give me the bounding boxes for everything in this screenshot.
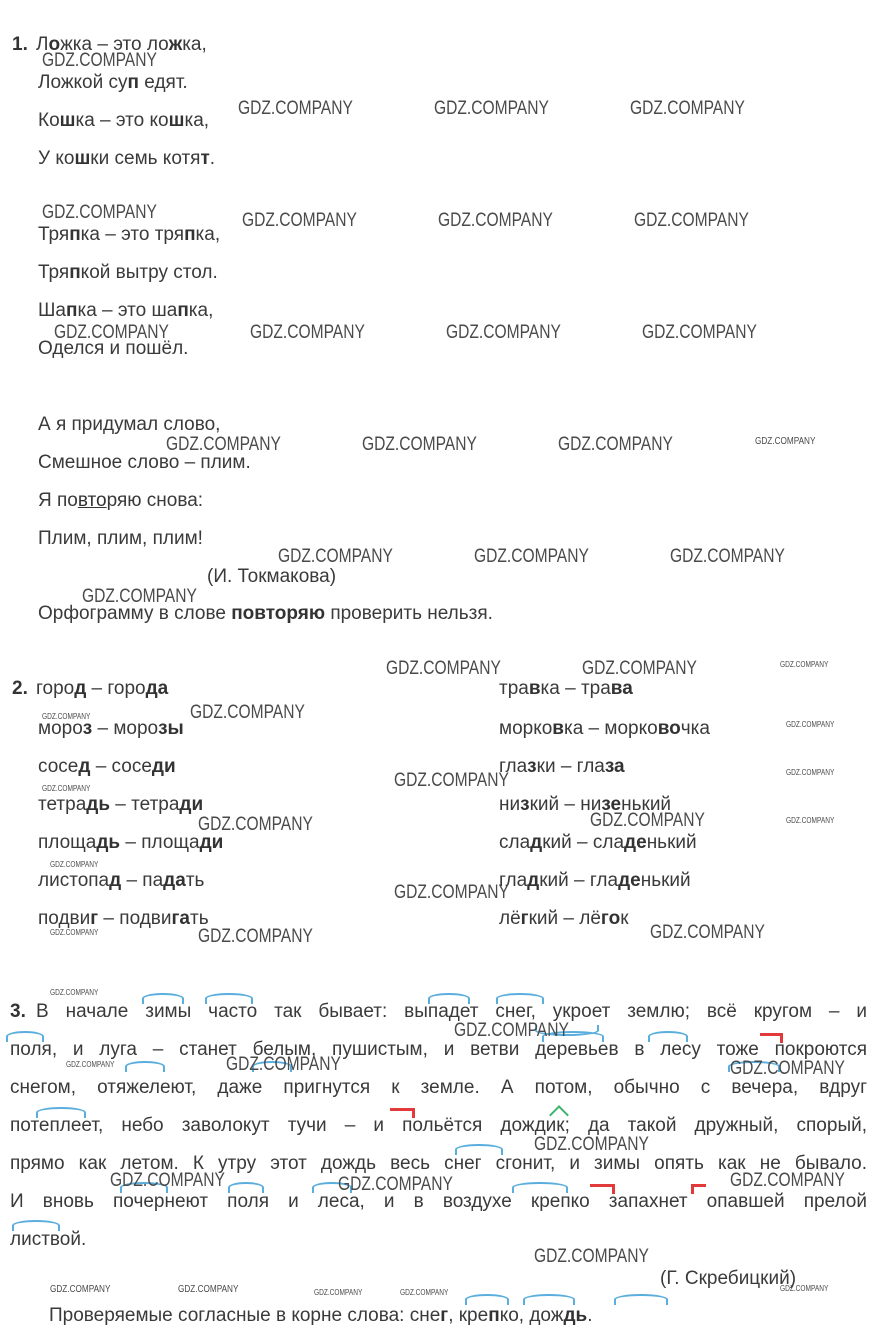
text-line xyxy=(38,832,223,854)
watermark-text: GDZ.COMPANY xyxy=(582,658,697,679)
text-fragment: чка xyxy=(680,718,710,739)
root-arc xyxy=(36,1107,86,1118)
text-fragment: – па xyxy=(121,870,164,891)
text-fragment: Ко xyxy=(38,110,60,131)
text-line: поля, и луга – станет белым, пушистым, и ветви деревьев в лесу тоже покроются xyxy=(10,1039,867,1060)
watermark-text: GDZ.COMPANY xyxy=(670,546,785,567)
orthogram-letter: де xyxy=(624,832,647,853)
watermark-text: GDZ.COMPANY xyxy=(242,210,357,231)
text-fragment: ть xyxy=(185,870,205,891)
text-fragment: кий – ни xyxy=(529,794,602,815)
watermark-text: GDZ.COMPANY xyxy=(786,720,835,729)
conclusion-letter: г xyxy=(440,1305,449,1326)
watermark-text: GDZ.COMPANY xyxy=(786,768,835,777)
text-fragment: моро xyxy=(38,718,83,739)
text-fragment: ка, xyxy=(182,34,207,55)
watermark-text: GDZ.COMPANY xyxy=(780,1284,829,1293)
section-3-text xyxy=(10,993,867,1259)
text-fragment: нький xyxy=(646,832,697,853)
text-fragment: – тетра xyxy=(110,794,180,815)
root-arc xyxy=(142,993,184,1004)
text-fragment: Плим, плим, плим! xyxy=(38,528,203,549)
text-line xyxy=(499,718,710,740)
orthogram-letter: з xyxy=(520,794,530,815)
watermark-text: GDZ.COMPANY xyxy=(650,922,765,943)
root-arc xyxy=(12,1220,60,1231)
text-line: И вновь почернеют поля и леса, и в воздухе крепко запахнет опавшей прелой xyxy=(10,1191,867,1212)
watermark-text: GDZ.COMPANY xyxy=(634,210,749,231)
watermark-text: GDZ.COMPANY xyxy=(534,1246,649,1267)
orthogram-letter: го xyxy=(600,908,621,929)
text-fragment: Я по xyxy=(38,490,78,511)
text-fragment: кий – сла xyxy=(542,832,625,853)
watermark-text: GDZ.COMPANY xyxy=(780,660,829,669)
watermark-text: GDZ.COMPANY xyxy=(400,1288,449,1297)
text-line: потеплеет, небо заволокут тучи – и польётся дождик; да такой дружный, спорый, xyxy=(10,1115,867,1136)
orthogram-letter: де xyxy=(618,870,641,891)
text-line: В начале зимы часто так бывает: выпадет снег, укроет землю; всё кругом – и xyxy=(36,1001,867,1022)
watermark-text: GDZ.COMPANY xyxy=(42,50,157,71)
text-line xyxy=(499,908,629,930)
text-fragment: ка, xyxy=(195,224,221,245)
watermark-text: GDZ.COMPANY xyxy=(314,1288,363,1297)
orthogram-letter: ш xyxy=(168,110,185,131)
orthogram-letter: дь xyxy=(86,794,111,815)
watermark-text: GDZ.COMPANY xyxy=(50,988,99,997)
root-arc xyxy=(512,1182,568,1193)
text-fragment: Смешное слово – плим. xyxy=(38,452,251,473)
root-arc xyxy=(228,1182,264,1193)
text-fragment: площа xyxy=(38,832,97,853)
text-line xyxy=(499,756,625,778)
watermark-text: GDZ.COMPANY xyxy=(190,702,305,723)
orthogram-letter: з xyxy=(82,718,93,739)
text-line xyxy=(38,908,209,930)
watermark-text: GDZ.COMPANY xyxy=(42,712,91,721)
text-line xyxy=(38,528,203,550)
section-3-number: 3. xyxy=(10,1001,26,1022)
text-fragment: нький xyxy=(640,870,691,891)
text-fragment: тра xyxy=(499,678,529,699)
text-line xyxy=(38,110,209,132)
text-fragment: ка, xyxy=(184,110,210,131)
conclusion-word: ко, дож xyxy=(499,1305,564,1326)
text-fragment: ка – тра xyxy=(540,678,611,699)
orthogram-letter: п xyxy=(184,224,196,245)
text-fragment: сла xyxy=(499,832,531,853)
text-line xyxy=(38,718,184,740)
watermark-text: GDZ.COMPANY xyxy=(730,1058,845,1079)
watermark-text: GDZ.COMPANY xyxy=(590,810,705,831)
text-fragment: Оделся и пошёл. xyxy=(38,338,189,359)
text-fragment: Тря xyxy=(38,224,70,245)
orthogram-letter: д xyxy=(527,870,540,891)
watermark-text: GDZ.COMPANY xyxy=(238,98,353,119)
orthogram-letter: г xyxy=(90,908,99,929)
orthogram-letter: т xyxy=(200,148,210,169)
orthogram-letter: вто xyxy=(77,490,107,511)
orthogram-letter: з xyxy=(527,756,537,777)
text-fragment: ряю снова: xyxy=(106,490,204,511)
watermark-text: GDZ.COMPANY xyxy=(558,434,673,455)
watermark-text: GDZ.COMPANY xyxy=(42,784,91,793)
text-fragment: Ша xyxy=(38,300,66,321)
watermark-text: GDZ.COMPANY xyxy=(50,1284,111,1295)
conclusion-text: Проверяемые согласные в корне слова: xyxy=(49,1305,410,1326)
text-fragment: Л xyxy=(36,34,49,55)
text-fragment: гла xyxy=(499,756,528,777)
root-arc xyxy=(125,1061,165,1072)
text-line: снегом, отяжелеют, даже пригнутся к земле. А потом, обычно с вечера, вдруг xyxy=(10,1077,867,1098)
text-line xyxy=(38,794,203,816)
conclusion-letter: п xyxy=(488,1305,500,1326)
text-line xyxy=(38,756,176,778)
text-fragment: жка – это ло xyxy=(60,34,169,55)
root-arc xyxy=(614,1294,668,1305)
text-fragment: кий – гла xyxy=(539,870,619,891)
text-fragment: ка – это тря xyxy=(80,224,185,245)
orthogram-letter: п xyxy=(69,224,81,245)
root-arc xyxy=(523,1294,575,1305)
text-fragment: ни xyxy=(499,794,521,815)
section-1-number: 1. xyxy=(12,34,28,55)
orthogram-letter: да xyxy=(145,678,169,699)
text-line xyxy=(499,832,697,854)
text-fragment: – горо xyxy=(86,678,146,699)
orthogram-letter: да xyxy=(163,870,186,891)
orthogram-letter: ди xyxy=(151,756,176,777)
orthogram-letter: п xyxy=(65,300,78,321)
watermark-text: GDZ.COMPANY xyxy=(394,770,509,791)
root-arc xyxy=(496,993,544,1004)
text-line xyxy=(38,414,220,436)
text-line xyxy=(38,870,204,892)
watermark-text: GDZ.COMPANY xyxy=(630,98,745,119)
root-arc xyxy=(648,1031,688,1042)
orthogram-letter: п xyxy=(127,72,140,93)
text-fragment: кой вытру стол. xyxy=(80,262,218,283)
watermark-text: GDZ.COMPANY xyxy=(394,882,509,903)
watermark-text: GDZ.COMPANY xyxy=(110,1170,225,1191)
conclusion-word: . xyxy=(587,1305,593,1326)
text-fragment: ка – морко xyxy=(563,718,658,739)
text-fragment: горо xyxy=(36,678,75,699)
text-fragment: тетра xyxy=(38,794,87,815)
watermark-text: GDZ.COMPANY xyxy=(54,322,169,343)
text-fragment: гла xyxy=(499,870,528,891)
text-line xyxy=(38,300,213,322)
orthogram-letter: ш xyxy=(59,110,76,131)
orthogram-letter: во xyxy=(657,718,681,739)
watermark-text: GDZ.COMPANY xyxy=(226,1054,341,1075)
root-arc xyxy=(6,1031,44,1042)
watermark-text: GDZ.COMPANY xyxy=(178,1284,239,1295)
text-fragment: – подви xyxy=(98,908,172,929)
orthogram-letter: ди xyxy=(179,794,204,815)
orthogram-letter: в xyxy=(552,718,564,739)
prefix-mark xyxy=(390,1108,415,1118)
prefix-mark xyxy=(590,1184,615,1194)
watermark-text: GDZ.COMPANY xyxy=(474,546,589,567)
text-line: прямо как летом. К утру этот дождь весь снег сгонит, и зимы опять как не бывало. xyxy=(10,1153,867,1174)
watermark-text: GDZ.COMPANY xyxy=(198,814,313,835)
orthogram-letter: за xyxy=(604,756,625,777)
watermark-text: GDZ.COMPANY xyxy=(786,816,835,825)
watermark-text: GDZ.COMPANY xyxy=(42,202,157,223)
text-fragment: нький xyxy=(621,794,672,815)
text-fragment: . xyxy=(209,148,216,169)
text-fragment: ка – это ша xyxy=(77,300,178,321)
orthogram-letter: о xyxy=(48,34,61,55)
watermark-text: GDZ.COMPANY xyxy=(642,322,757,343)
watermark-text: GDZ.COMPANY xyxy=(730,1170,845,1191)
prefix-mark xyxy=(691,1184,706,1194)
watermark-text: GDZ.COMPANY xyxy=(166,434,281,455)
root-arc xyxy=(205,993,253,1004)
text-fragment: морко xyxy=(499,718,553,739)
conclusion-letter: дь xyxy=(563,1305,588,1326)
watermark-text: GDZ.COMPANY xyxy=(434,98,549,119)
watermark-text: GDZ.COMPANY xyxy=(338,1174,453,1195)
text-fragment: подви xyxy=(38,908,91,929)
text-line: листвой. xyxy=(10,1229,87,1250)
watermark-text: GDZ.COMPANY xyxy=(66,1060,115,1069)
text-line xyxy=(38,148,215,170)
conclusion-text-end: проверить нельзя. xyxy=(325,603,493,624)
watermark-text: GDZ.COMPANY xyxy=(50,860,99,869)
root-arc xyxy=(428,993,470,1004)
watermark-text: GDZ.COMPANY xyxy=(82,586,197,607)
orthogram-letter: д xyxy=(530,832,543,853)
orthogram-letter: ш xyxy=(74,148,91,169)
text-line xyxy=(38,262,218,284)
text-fragment: ки – гла xyxy=(536,756,605,777)
watermark-text: GDZ.COMPANY xyxy=(454,1020,569,1041)
watermark-text: GDZ.COMPANY xyxy=(438,210,553,231)
text-fragment: А я придумал слово, xyxy=(38,414,221,435)
text-line xyxy=(36,678,168,700)
section-2-number: 2. xyxy=(12,678,28,699)
text-fragment: Тря xyxy=(38,262,70,283)
watermark-text: GDZ.COMPANY xyxy=(386,658,501,679)
watermark-text: GDZ.COMPANY xyxy=(362,434,477,455)
section-1-author: (И. Токмакова) xyxy=(207,566,337,587)
text-fragment: Ложкой су xyxy=(38,72,128,93)
section-3-author: (Г. Скребицкий) xyxy=(660,1268,797,1289)
orthogram-letter: ж xyxy=(168,34,183,55)
watermark-text: GDZ.COMPANY xyxy=(50,928,99,937)
text-line xyxy=(38,224,220,246)
text-fragment: листопа xyxy=(38,870,110,891)
text-line xyxy=(38,490,203,512)
conclusion-text: Орфограмму в слове xyxy=(38,603,232,624)
orthogram-letter: га xyxy=(171,908,190,929)
orthogram-letter: д xyxy=(74,678,87,699)
text-fragment: кий – лё xyxy=(528,908,601,929)
text-fragment: лё xyxy=(499,908,521,929)
orthogram-letter: дь xyxy=(96,832,121,853)
text-line xyxy=(38,72,188,94)
orthogram-letter: ва xyxy=(610,678,633,699)
text-fragment: – моро xyxy=(92,718,159,739)
root-arc xyxy=(455,1144,503,1155)
text-fragment: ть xyxy=(190,908,209,929)
watermark-text: GDZ.COMPANY xyxy=(755,436,816,447)
orthogram-letter: ди xyxy=(199,832,224,853)
orthogram-letter: зе xyxy=(601,794,622,815)
text-fragment: – сосе xyxy=(90,756,152,777)
text-fragment: ки семь котя xyxy=(90,148,201,169)
orthogram-letter: в xyxy=(528,678,541,699)
orthogram-letter: п xyxy=(69,262,81,283)
text-line xyxy=(499,678,633,700)
orthogram-letter: г xyxy=(520,908,529,929)
orthogram-letter: д xyxy=(109,870,122,891)
section-3-conclusion xyxy=(49,1305,593,1327)
watermark-text: GDZ.COMPANY xyxy=(198,926,313,947)
watermark-text: GDZ.COMPANY xyxy=(250,322,365,343)
orthogram-letter: зы xyxy=(158,718,184,739)
text-line xyxy=(499,870,691,892)
root-arc xyxy=(465,1294,509,1305)
watermark-text: GDZ.COMPANY xyxy=(278,546,393,567)
orthogram-letter: п xyxy=(177,300,189,321)
watermark-text: GDZ.COMPANY xyxy=(446,322,561,343)
text-fragment: к xyxy=(620,908,629,929)
text-fragment: сосе xyxy=(38,756,79,777)
conclusion-word: , кре xyxy=(448,1305,489,1326)
text-fragment: – площа xyxy=(120,832,200,853)
text-fragment: едят. xyxy=(139,72,188,93)
prefix-mark xyxy=(760,1033,783,1043)
orthogram-letter: д xyxy=(78,756,91,777)
conclusion-word: повторяю xyxy=(231,603,326,624)
text-fragment: ка – это ко xyxy=(75,110,169,131)
text-fragment: У ко xyxy=(38,148,75,169)
text-fragment: ка, xyxy=(188,300,214,321)
watermark-text: GDZ.COMPANY xyxy=(534,1134,649,1155)
conclusion-word: сне xyxy=(409,1305,441,1326)
